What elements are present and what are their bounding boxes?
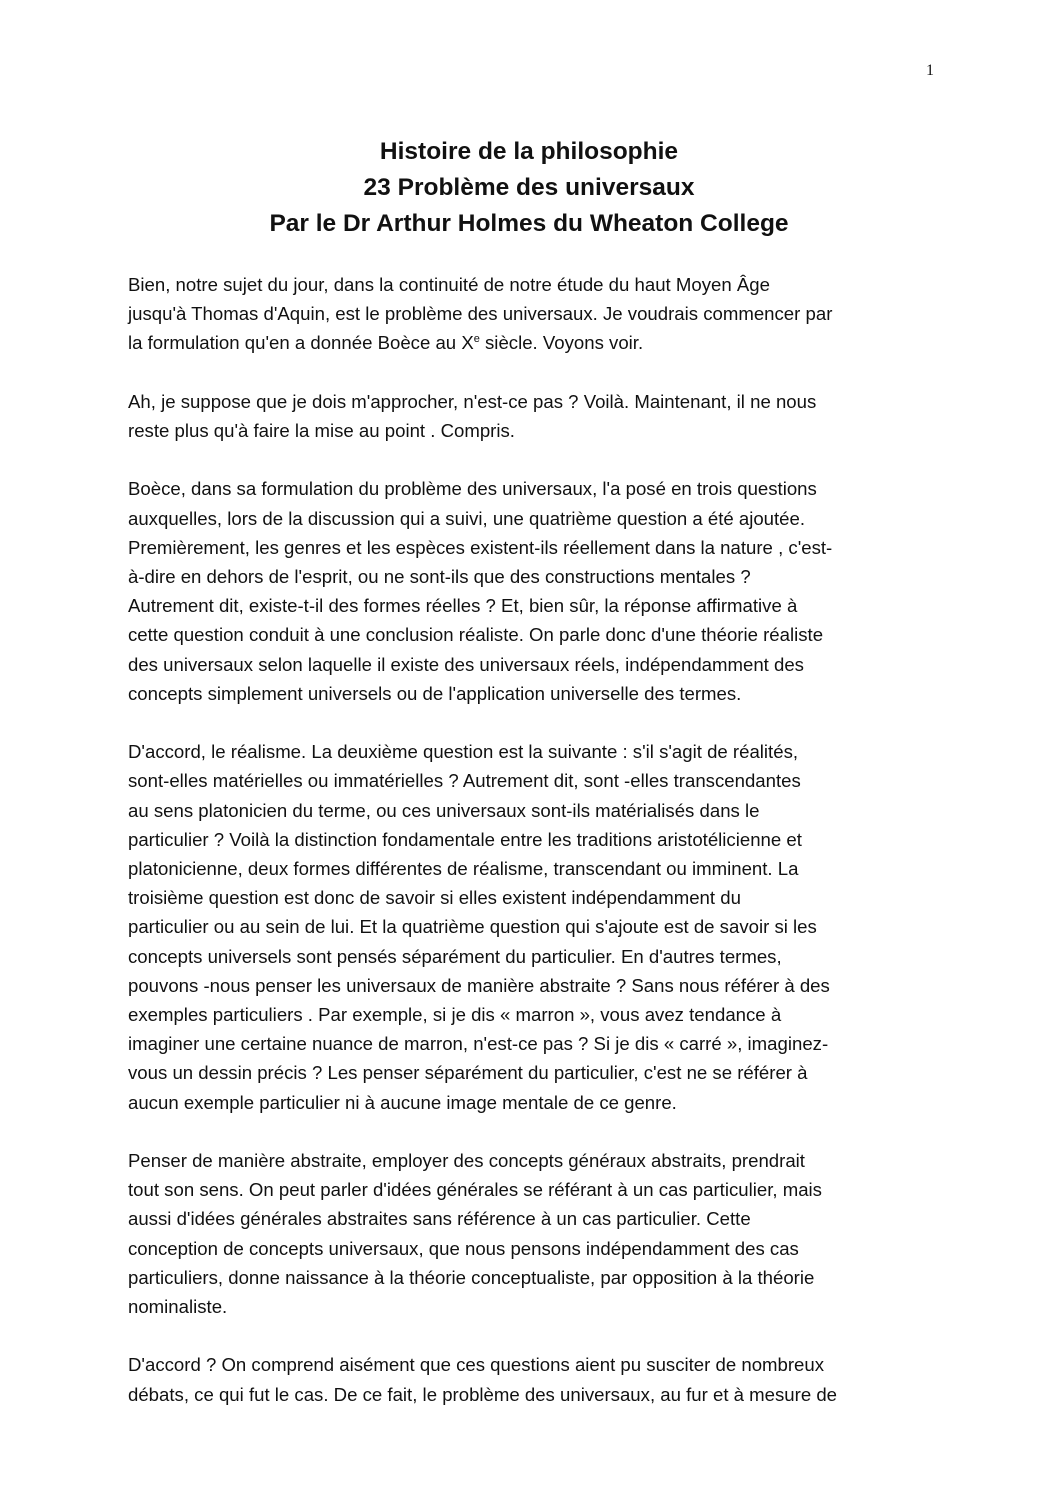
paragraph-1 bbox=[128, 270, 940, 358]
text-line: Autrement dit, existe-t-il des formes réelles ? Et, bien sûr, la réponse affirmative à bbox=[128, 595, 798, 617]
paragraph-6 bbox=[128, 1350, 940, 1408]
text-line: au sens platonicien du terme, ou ces universaux sont-ils matérialisés dans le bbox=[128, 799, 760, 821]
text-line: tout son sens. On peut parler d'idées générales se référant à un cas particulier, mais bbox=[128, 1179, 822, 1201]
text-line: pouvons -nous penser les universaux de manière abstraite ? Sans nous référer à des bbox=[128, 974, 830, 996]
text-line: concepts simplement universels ou de l'application universelle des termes. bbox=[128, 682, 742, 704]
superscript: e bbox=[473, 333, 480, 346]
text-line: Premièrement, les genres et les espèces existent-ils réellement dans la nature , c'est- bbox=[128, 536, 833, 558]
text-line: conception de concepts universaux, que nous pensons indépendamment des cas bbox=[128, 1237, 799, 1259]
paragraph-4 bbox=[128, 737, 940, 1117]
text-line: imaginer une certaine nuance de marron, n'est-ce pas ? Si je dis « carré », imaginez- bbox=[128, 1033, 829, 1055]
text-line: jusqu'à Thomas d'Aquin, est le problème des universaux. Je voudrais commencer par bbox=[128, 303, 833, 325]
text-line: exemples particuliers . Par exemple, si je dis « marron », vous avez tendance à bbox=[128, 1004, 782, 1026]
text-line: débats, ce qui fut le cas. De ce fait, le problème des universaux, au fur et à mesure de bbox=[128, 1383, 838, 1405]
text-fragment: la formulation qu'en a donnée Boèce au X bbox=[128, 332, 474, 354]
text-line: Ah, je suppose que je dois m'approcher, n'est-ce pas ? Voilà. Maintenant, il ne nous bbox=[128, 390, 817, 412]
text-line: D'accord ? On comprend aisément que ces questions aient pu susciter de nombreux bbox=[128, 1354, 825, 1376]
text-line: auxquelles, lors de la discussion qui a suivi, une quatrième question a été ajoutée. bbox=[128, 507, 806, 529]
text-line: nominaliste. bbox=[128, 1296, 228, 1318]
text-line: particulier ou au sein de lui. Et la quatrième question qui s'ajoute est de savoir si les bbox=[128, 916, 817, 938]
title-line-course: Histoire de la philosophie bbox=[379, 138, 679, 165]
text-line: reste plus qu'à faire la mise au point . Compris. bbox=[128, 420, 515, 441]
text-line: Boèce, dans sa formulation du problème des universaux, l'a posé en trois questions bbox=[128, 478, 817, 500]
text-line: concepts universels sont pensés séparément du particulier. En d'autres termes, bbox=[128, 945, 782, 967]
text-line: Bien, notre sujet du jour, dans la continuité de notre étude du haut Moyen Âge bbox=[128, 274, 770, 295]
text-fragment: siècle. Voyons voir. bbox=[479, 332, 644, 354]
text-line: des universaux selon laquelle il existe des universaux réels, indépendamment des bbox=[128, 653, 804, 675]
text-line: particulier ? Voilà la distinction fondamentale entre les traditions aristotélicienne et bbox=[128, 828, 802, 850]
text-line: aucun exemple particulier ni à aucune image mentale de ce genre. bbox=[128, 1091, 677, 1113]
text-line: particuliers, donne naissance à la théorie conceptualiste, par opposition à la théorie bbox=[128, 1266, 815, 1288]
document-title bbox=[0, 134, 1058, 242]
text-line: D'accord, le réalisme. La deuxième question est la suivante : s'il s'agit de réalités, bbox=[128, 741, 799, 763]
text-line: cette question conduit à une conclusion réaliste. On parle donc d'une théorie réaliste bbox=[128, 624, 824, 646]
text-line bbox=[128, 328, 940, 357]
document-body bbox=[128, 270, 940, 1438]
text-line: Penser de manière abstraite, employer des concepts généraux abstraits, prendrait bbox=[128, 1150, 805, 1172]
text-line: aussi d'idées générales abstraites sans référence à un cas particulier. Cette bbox=[128, 1208, 751, 1230]
page-number: 1 bbox=[926, 62, 934, 79]
title-line-lecture: 23 Problème des universaux bbox=[363, 174, 695, 201]
title-line-author: Par le Dr Arthur Holmes du Wheaton College bbox=[269, 210, 789, 237]
paragraph-2 bbox=[128, 387, 940, 445]
text-line: platonicienne, deux formes différentes de réalisme, transcendant ou imminent. La bbox=[128, 858, 799, 880]
text-line: à-dire en dehors de l'esprit, ou ne sont-ils que des constructions mentales ? bbox=[128, 566, 751, 587]
text-line: vous un dessin précis ? Les penser séparément du particulier, c'est ne se référer à bbox=[128, 1062, 808, 1084]
paragraph-3 bbox=[128, 474, 940, 708]
paragraph-5 bbox=[128, 1146, 940, 1321]
text-line: troisième question est donc de savoir si elles existent indépendamment du bbox=[128, 887, 741, 909]
text-line: sont-elles matérielles ou immatérielles ? Autrement dit, sont -elles transcendantes bbox=[128, 770, 801, 792]
